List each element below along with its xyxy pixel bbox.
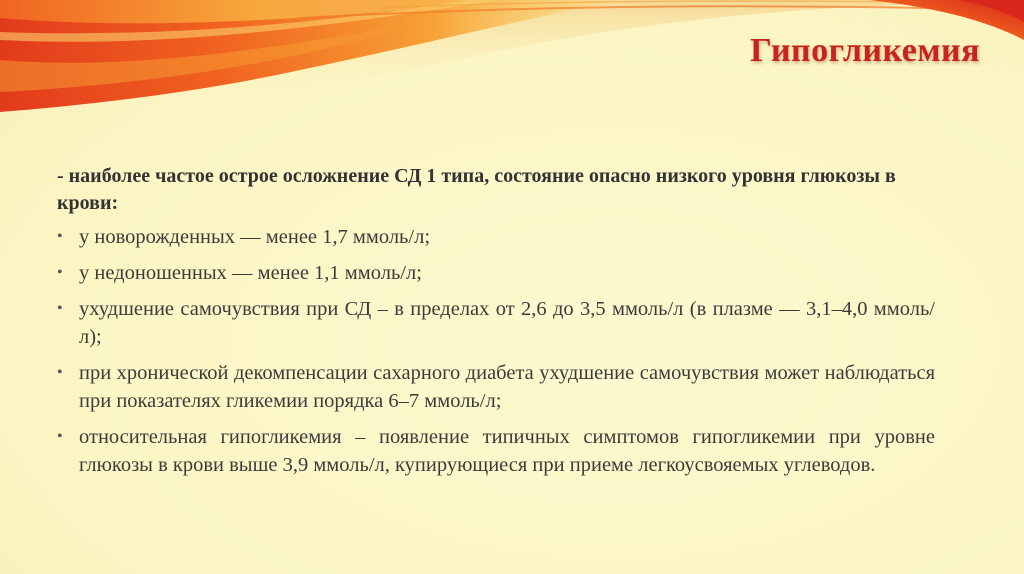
list-item-text: ухудшение самочувствия при СД – в пределах от 2,6 до 3,5 ммоль/л (в плазме — 3,1–4,0 ммоль/л); xyxy=(79,298,935,348)
list-item xyxy=(57,359,935,415)
intro-text: - наиболее частое острое осложнение СД 1 типа, состояние опасно низкого уровня глюкозы в крови: xyxy=(57,165,896,214)
slide-title: Гипогликемия xyxy=(750,32,980,69)
flame-wave-decoration xyxy=(0,0,1024,160)
list-item-text: при хронической декомпенсации сахарного диабета ухудшение самочувствия может наблюдаться при показателях гликемии порядка 6–7 ммоль/л; xyxy=(79,362,935,412)
bullet-icon: • xyxy=(57,264,63,281)
bullet-list xyxy=(57,223,957,479)
bullet-icon: • xyxy=(57,428,63,445)
list-item-text: у недоношенных — менее 1,1 ммоль/л; xyxy=(79,262,422,284)
list-item-text: относительная гипогликемия – появление типичных симптомов гипогликемии при уровне глюкозы в крови выше 3,9 ммоль/л, купирующиеся при приеме легкоусвояемых углеводов. xyxy=(79,426,935,476)
slide-body xyxy=(57,163,957,487)
list-item xyxy=(57,259,935,287)
list-item xyxy=(57,223,935,251)
list-item xyxy=(57,423,935,479)
bullet-icon: • xyxy=(57,300,63,317)
bullet-icon: • xyxy=(57,364,63,381)
list-item-text: у новорожденных — менее 1,7 ммоль/л; xyxy=(79,226,431,248)
bullet-icon: • xyxy=(57,228,63,245)
list-item xyxy=(57,295,935,351)
